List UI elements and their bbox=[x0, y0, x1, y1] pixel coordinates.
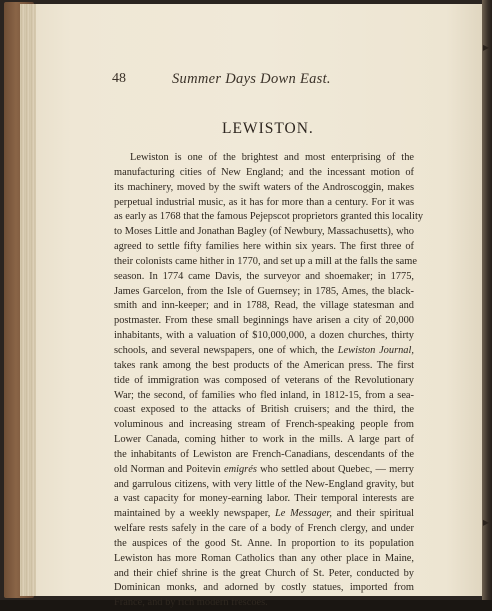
text-line: takes rank among the best products of the American press. The first bbox=[114, 359, 414, 371]
text-line: coast exposed to the attacks of British cruisers; and the third, the bbox=[114, 404, 414, 416]
italic-word-emigres: emigrés bbox=[223, 463, 257, 475]
text-line bbox=[114, 344, 414, 359]
italic-title-lewiston-journal: Lewiston Journal, bbox=[337, 344, 414, 356]
text-line: postmaster. From these small beginnings have arisen a city of 20,000 bbox=[114, 315, 414, 327]
text-line bbox=[114, 463, 414, 478]
text-line-start: schools, and several newspapers, one of which, the bbox=[114, 344, 334, 356]
chapter-title: LEWISTON. bbox=[222, 120, 314, 137]
text-line: tide of immigration was composed of veterans of the Revolutionary bbox=[114, 374, 414, 386]
text-line bbox=[114, 507, 414, 522]
text-line: to Moses Little and Jonathan Bagley (of Newbury, Massachusetts), who bbox=[114, 226, 414, 238]
text-line: France, and by rich modern frescoes. bbox=[114, 597, 268, 609]
text-line: and garrulous citizens, with very little of the New-England gravity, but bbox=[114, 478, 414, 490]
book-gutter bbox=[482, 0, 492, 600]
gutter-mark: ▸ bbox=[483, 515, 490, 529]
text-line-start: old Norman and Poitevin bbox=[114, 463, 221, 475]
running-head bbox=[112, 71, 412, 91]
text-line: Dominican monks, and adorned by costly statues, imported from bbox=[114, 582, 414, 594]
text-line: a vast capacity for money-earning labor. Their temporal interests are bbox=[114, 493, 414, 505]
text-line: their colonists came hither in 1770, and set up a mill at the falls the same bbox=[114, 255, 417, 267]
text-line: smith and inn-keeper; and in 1788, Read, the village statesman and bbox=[114, 300, 414, 312]
text-line: welfare rests safely in the care of a body of French clergy, and under bbox=[114, 523, 414, 535]
text-line: manufacturing cities of New England; and the incessant motion of bbox=[114, 166, 414, 178]
gutter-mark: ▸ bbox=[483, 40, 490, 54]
text-line-start: maintained by a weekly newspaper, bbox=[114, 508, 271, 520]
running-title: Summer Days Down East. bbox=[172, 71, 331, 87]
text-line: War; the second, of families who fled inland, in 1812-15, from a sea- bbox=[114, 389, 414, 401]
body-text bbox=[114, 151, 424, 611]
page-number: 48 bbox=[112, 71, 126, 86]
text-line: as early as 1768 that the famous Pejepscot proprietors granted this locality bbox=[114, 211, 424, 223]
text-line: Lewiston has more Roman Catholics than any other place in Maine, bbox=[114, 552, 414, 564]
text-line: the auspices of the good St. Anne. In proportion to its population bbox=[114, 537, 414, 549]
text-line: James Garcelon, from the Isle of Guernsey; in 1785, Ames, the black- bbox=[114, 285, 414, 297]
text-line: its machinery, moved by the swift waters of the Androscoggin, makes bbox=[114, 181, 414, 193]
text-line: voluminous and increasing stream of French-speaking people from bbox=[114, 419, 414, 431]
text-line-end: who settled about Quebec, — merry bbox=[260, 463, 414, 475]
text-line: the inhabitants of Lewiston are French-Canadians, descendants of the bbox=[114, 448, 414, 460]
text-line: and their chief shrine is the great Church of St. Peter, conducted by bbox=[114, 567, 414, 579]
text-line-end: and their spiritual bbox=[336, 508, 414, 520]
text-line: Lower Canada, coming hither to work in the mills. A large part of bbox=[114, 434, 414, 446]
text-line: agreed to settle fifty families here within six years. The first three of bbox=[114, 241, 414, 253]
text-line: Lewiston is one of the brightest and most enterprising of the bbox=[130, 152, 414, 163]
italic-title-le-messager: Le Messager, bbox=[275, 508, 332, 520]
text-line: season. In 1774 came Davis, the surveyor and shoemaker; in 1775, bbox=[114, 270, 414, 282]
text-line: perpetual industrial music, as it has for more than a century. For it was bbox=[114, 196, 414, 208]
text-line: inhabitants, with a valuation of $10,000,000, a dozen churches, thirty bbox=[114, 330, 414, 342]
